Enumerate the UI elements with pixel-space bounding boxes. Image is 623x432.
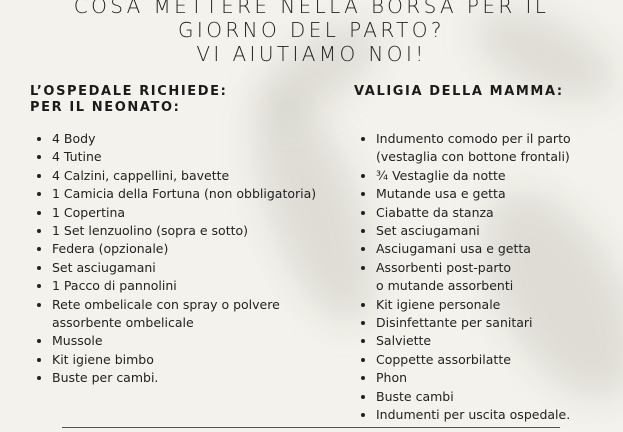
list-item: • 1 Pacco di pannolini — [52, 277, 330, 295]
list-item: • Ciabatte da stanza — [376, 204, 616, 222]
list-item: • 1 Camicia della Fortuna (non obbligatoria) — [52, 185, 330, 203]
list-item: • Buste per cambi. — [52, 369, 330, 387]
list-item: • 1 Set lenzuolino (sopra e sotto) — [52, 222, 330, 240]
list-item: • Rete ombelicale con spray o polvere assorbente ombelicale — [52, 296, 330, 333]
list-item: • Buste cambi — [376, 388, 616, 406]
list-item: • Mussole — [52, 332, 330, 350]
list-item: • Indumento comodo per il parto (vestaglia con bottone frontali) — [376, 130, 616, 167]
list-item: • Federa (opzionale) — [52, 240, 330, 258]
list-item: • 4 Body — [52, 130, 330, 148]
heading-line-1: L’OSPEDALE RICHIEDE: — [30, 84, 228, 99]
title-line-3: VI AIUTIAMO NOI! — [196, 42, 427, 66]
list-item: • Assorbenti post-parto o mutande assorbenti — [376, 259, 616, 296]
newborn-heading — [30, 84, 330, 116]
mother-column — [354, 84, 616, 425]
list-item: • Salviette — [376, 332, 616, 350]
list-item: • Kit igiene personale — [376, 296, 616, 314]
list-item: • ¾ Vestaglie da notte — [376, 167, 616, 185]
list-item: • 4 Tutine — [52, 148, 330, 166]
title-line-2: GIORNO DEL PARTO? — [178, 18, 445, 42]
list-item: • 1 Copertina — [52, 204, 330, 222]
newborn-column — [30, 84, 330, 388]
page-title — [0, 0, 623, 66]
heading-line-2: PER IL NEONATO: — [30, 100, 181, 115]
list-item: • Coppette assorbilatte — [376, 351, 616, 369]
newborn-list — [30, 130, 330, 388]
list-item: • Asciugamani usa e getta — [376, 240, 616, 258]
bottom-divider — [62, 427, 560, 428]
list-item: • Phon — [376, 369, 616, 387]
list-item: • 4 Calzini, cappellini, bavette — [52, 167, 330, 185]
title-line-1: COSA METTERE NELLA BORSA PER IL — [73, 0, 550, 18]
mother-heading — [354, 84, 616, 100]
list-item: • Set asciugamani — [376, 222, 616, 240]
list-item: • Disinfettante per sanitari — [376, 314, 616, 332]
list-item: • Set asciugamani — [52, 259, 330, 277]
list-item: • Kit igiene bimbo — [52, 351, 330, 369]
heading-line: VALIGIA DELLA MAMMA: — [354, 84, 564, 99]
list-item: • Indumenti per uscita ospedale. — [376, 406, 616, 424]
mother-list — [354, 130, 616, 425]
list-item: • Mutande usa e getta — [376, 185, 616, 203]
